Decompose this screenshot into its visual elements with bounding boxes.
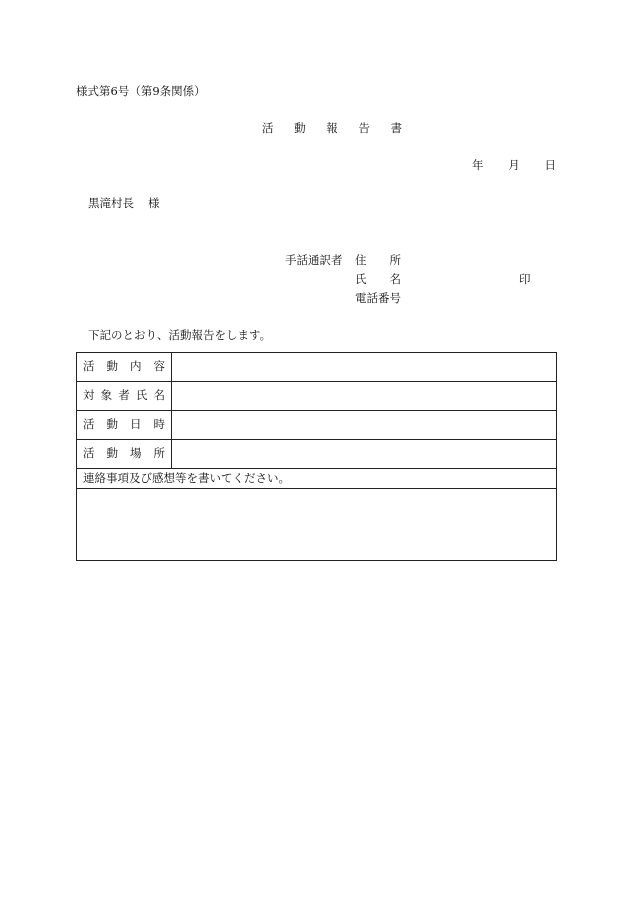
- addressee-name: 黒滝村長: [88, 196, 134, 210]
- date-year-label: 年: [472, 158, 484, 172]
- label-char: 象: [100, 388, 113, 403]
- label-char: 氏: [355, 272, 367, 286]
- table-row: [77, 440, 557, 469]
- title-char: 報: [326, 121, 338, 135]
- applicant-phone-label: 電話番号: [355, 291, 401, 305]
- document-title: [262, 123, 402, 135]
- applicant-address-label: [355, 255, 401, 267]
- title-char: 書: [390, 121, 402, 135]
- label-char: 容: [153, 359, 165, 374]
- notes-field[interactable]: [77, 489, 557, 561]
- title-char: 動: [294, 121, 306, 135]
- row-label: [77, 353, 172, 382]
- label-char: 動: [106, 417, 118, 432]
- addressee: [88, 198, 160, 210]
- date-month-label: 月: [508, 158, 520, 172]
- table-row: [77, 469, 557, 489]
- label-char: 者: [118, 388, 130, 403]
- label-char: 時: [153, 417, 165, 432]
- title-char: 告: [358, 121, 370, 135]
- form-number-label: 様式第6号（第9条関係）: [76, 84, 206, 98]
- row-label: [77, 411, 172, 440]
- label-char: 日: [130, 417, 142, 432]
- table-row: [77, 411, 557, 440]
- notes-heading: 連絡事項及び感想等を書いてください。: [77, 469, 557, 489]
- label-char: 場: [130, 446, 142, 461]
- activity-location-field[interactable]: [172, 440, 557, 469]
- row-label: [77, 382, 172, 411]
- label-char: 対: [83, 388, 95, 403]
- activity-datetime-field[interactable]: [172, 411, 557, 440]
- label-char: 名: [153, 388, 165, 403]
- label-char: 所: [153, 446, 165, 461]
- row-label: [77, 440, 172, 469]
- label-char: 動: [106, 359, 118, 374]
- label-char: 内: [130, 359, 142, 374]
- intro-text: 下記のとおり、活動報告をします。: [88, 328, 272, 342]
- label-char: 活: [83, 417, 95, 432]
- title-char: 活: [262, 121, 274, 135]
- label-char: 住: [355, 253, 367, 267]
- date-day-label: 日: [544, 158, 556, 172]
- seal-mark: 印: [519, 272, 531, 286]
- label-char: 氏: [135, 388, 148, 403]
- label-char: 所: [389, 253, 401, 267]
- label-char: 活: [83, 359, 95, 374]
- date-line: [472, 160, 556, 172]
- target-person-name-field[interactable]: [172, 382, 557, 411]
- applicant-role: 手話通訳者: [285, 253, 343, 267]
- applicant-name-label: [355, 274, 401, 286]
- activity-content-field[interactable]: [172, 353, 557, 382]
- label-char: 動: [106, 446, 118, 461]
- table-row: [77, 353, 557, 382]
- label-char: 活: [83, 446, 95, 461]
- addressee-honorific: 様: [148, 196, 160, 210]
- report-table: [76, 352, 557, 561]
- label-char: 名: [389, 272, 401, 286]
- table-row: [77, 382, 557, 411]
- table-row: [77, 489, 557, 561]
